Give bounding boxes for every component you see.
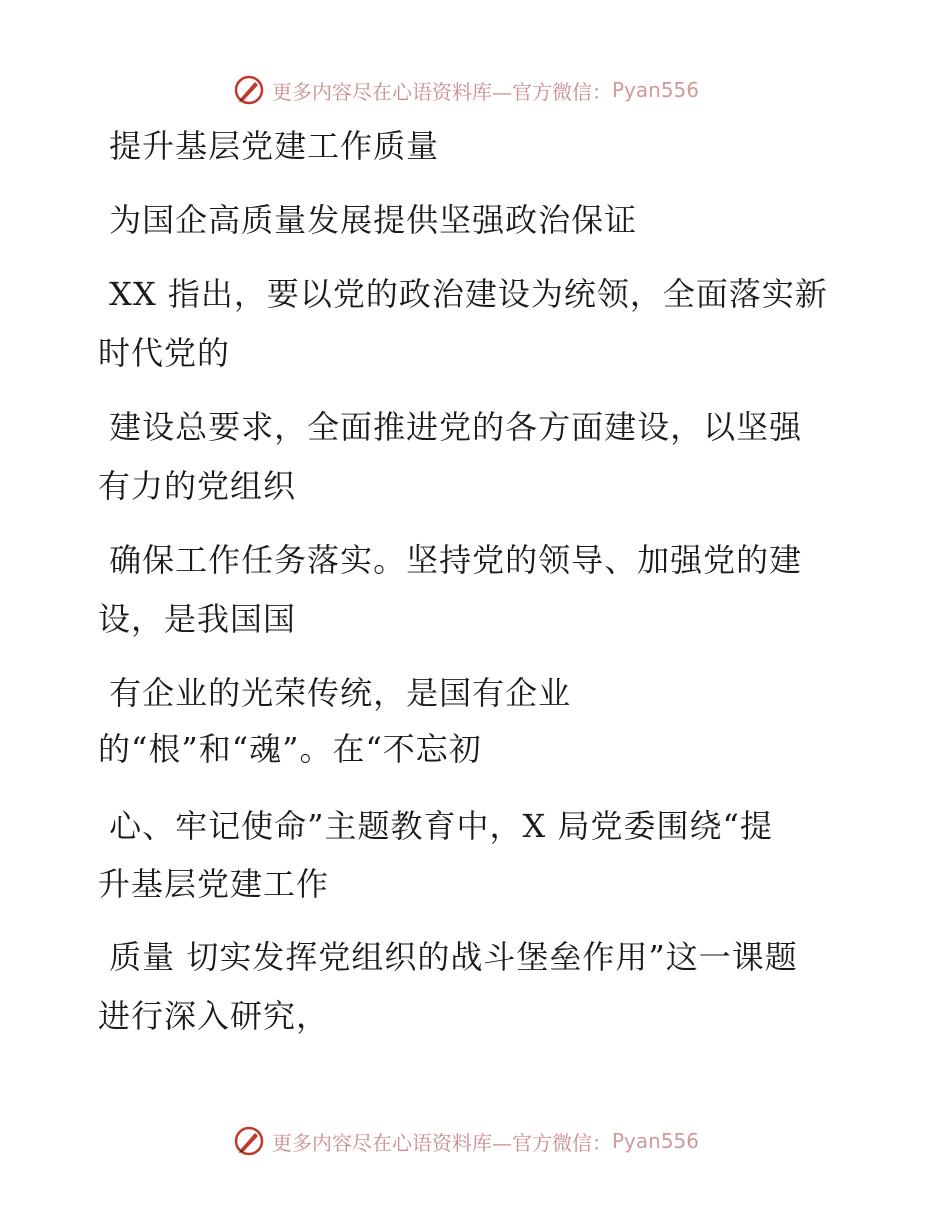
watermark-text: 更多内容尽在心语资料库—官方微信： xyxy=(272,79,612,104)
paragraph-line: 升基层党建工作 xyxy=(98,865,330,903)
paragraph-line: 建设总要求，全面推进党的各方面建设，以坚强 xyxy=(98,408,803,446)
paragraph-line: 进行深入研究， xyxy=(98,997,330,1035)
paragraph-line: 质量 切实发挥党组织的战斗堡垒作用”这一课题 xyxy=(98,938,798,976)
paragraph-line: 有企业的光荣传统，是国有企业 xyxy=(98,674,572,712)
pen-logo-icon xyxy=(232,73,266,107)
watermark-wechat-id: Pyan556 xyxy=(612,1129,700,1153)
watermark-wechat-id: Pyan556 xyxy=(612,78,700,102)
document-subtitle: 为国企高质量发展提供坚强政治保证 xyxy=(98,201,638,239)
paragraph-line: 设，是我国国 xyxy=(98,600,297,638)
paragraph-line: 心、牢记使命”主题教育中，X 局党委围绕“提 xyxy=(98,807,773,845)
footer-watermark xyxy=(232,1121,699,1161)
paragraph-line: XX 指出，要以党的政治建设为统领，全面落实新 xyxy=(98,275,828,313)
paragraph-line: 有力的党组织 xyxy=(98,467,297,505)
pen-logo-icon xyxy=(232,1124,266,1158)
paragraph-line: 时代党的 xyxy=(98,334,231,372)
paragraph-line: 的“根”和“魂”。在“不忘初 xyxy=(98,730,482,768)
watermark-text: 更多内容尽在心语资料库—官方微信： xyxy=(272,1130,612,1155)
header-watermark xyxy=(232,70,699,110)
paragraph-line: 确保工作任务落实。坚持党的领导、加强党的建 xyxy=(98,541,803,579)
document-title: 提升基层党建工作质量 xyxy=(98,127,440,165)
